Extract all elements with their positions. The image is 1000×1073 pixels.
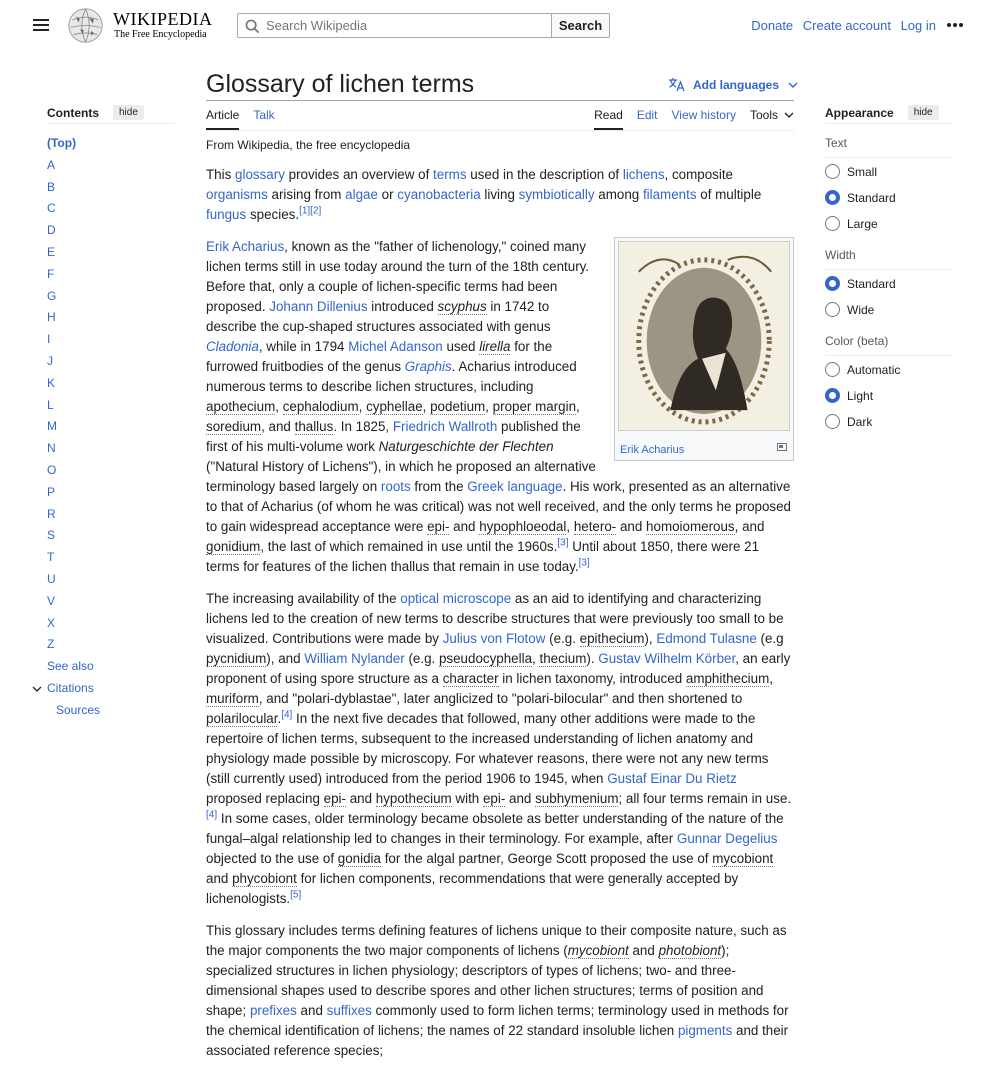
add-languages-button[interactable] [668,77,798,92]
term-homoiomerous[interactable]: homoiomerous [646,519,735,534]
toc-link-i[interactable]: I [47,332,51,347]
toc-link-j[interactable]: J [47,353,53,368]
toc-link-m[interactable]: M [47,419,57,434]
toc-link-x[interactable]: X [47,615,56,630]
term-epi[interactable]: epi- [427,519,450,534]
width-wide-option[interactable] [825,297,953,322]
text: for lichen components, recommendations that were generally accepted by lichenologists. [206,871,739,906]
enlarge-icon[interactable] [777,443,787,451]
link-fungus[interactable]: fungus [206,207,247,222]
chevron-down-icon [784,112,794,118]
text: as an aid to identifying and characterizing lichens led to the creation of new terms to describe structures that were previously too small to be visualized. Contributions were made by [206,591,784,646]
site-header [0,0,1000,50]
text: In some cases, older terminology became obsolete as better understanding of the nature of the fungal–algal relationship led to changes in their terminology. For example, after [206,811,784,846]
text: for the furrowed fruitbodies of the genus [206,339,553,374]
text: , composite [664,167,734,182]
chevron-down-icon[interactable] [32,686,42,692]
link-cladonia[interactable] [206,339,259,354]
toc-item-sources [47,700,175,722]
toc-item [47,438,175,460]
option-label: Dark [847,414,873,429]
radio-button[interactable] [825,164,840,179]
toc-item [47,242,175,264]
text: , and "polari-dyblastae", later anglicized to "polari-bilocular" and then shortened to [258,691,743,706]
term-apothecium[interactable]: apothecium [206,399,276,414]
text: , [532,651,540,666]
link-edmond-tulasne[interactable]: Edmond Tulasne [656,631,757,646]
text: used [442,339,480,354]
language-icon [668,77,685,92]
toc-link-g[interactable]: G [47,288,57,303]
toc-item [47,525,175,547]
term-hypophloeodal[interactable]: hypophloeodal [479,519,567,534]
text: or [377,187,398,202]
reference [579,558,590,569]
link-text: Graphis [404,359,452,374]
radio-button[interactable] [825,216,840,231]
text: and [449,519,480,534]
work-title: Naturgeschichte der Flechten [378,439,554,454]
term-cephalodium[interactable]: cephalodium [282,399,359,414]
thumbnail-figure [614,237,794,461]
link-gunnar-degelius[interactable]: Gunnar Degelius [676,831,778,846]
text: , [576,399,580,414]
color-label: Color (beta) [825,334,953,356]
text: . Acharius introduced numerous terms to describe lichen structures, including [206,359,577,394]
search-input[interactable] [266,16,546,35]
width-standard-option[interactable] [825,271,953,296]
term-soredium[interactable]: soredium [206,419,262,434]
toc-item [47,373,175,395]
main-menu-icon[interactable] [33,17,51,33]
text: , the last of which remained in use until the 1960s. [260,539,558,554]
text: The increasing availability of the [206,591,401,606]
toc-list [47,133,175,722]
link-algae[interactable]: algae [345,187,378,202]
toc-item [47,155,175,177]
site-subtitle: From Wikipedia, the free encyclopedia [206,138,411,152]
text: and [296,1003,327,1018]
radio-button-selected[interactable] [825,190,840,205]
citation-link[interactable]: [4] [281,709,293,721]
toc-link-h[interactable]: H [47,310,56,325]
toc-link-r[interactable]: R [47,506,56,521]
text: living [480,187,519,202]
namespace-tabs [206,108,289,130]
text: . In 1825, [333,419,393,434]
view-tabs [580,108,794,130]
option-label: Wide [847,302,875,317]
text: , and [261,419,295,434]
text: arising from [267,187,346,202]
term-pycnidium[interactable]: pycnidium [206,651,267,666]
term-mycobiont[interactable]: mycobiont [712,851,774,866]
link-glossary[interactable]: glossary [235,167,285,182]
color-automatic-option[interactable] [825,357,953,382]
link-optical-microscope[interactable]: optical microscope [400,591,512,606]
tools-label: Tools [749,108,778,122]
title-divider [206,100,794,101]
link-suffixes[interactable]: suffixes [326,1003,372,1018]
text-size-small-option[interactable] [825,159,953,184]
citation-link[interactable]: [1][2] [299,205,322,217]
toc-item [47,460,175,482]
citation-link[interactable]: [4] [206,809,218,821]
link-symbiotically[interactable]: symbiotically [518,187,595,202]
reference [206,810,217,821]
text: ). [586,651,599,666]
citation-link[interactable]: [3] [557,537,569,549]
text: and [505,791,536,806]
term-character[interactable]: character [442,671,499,686]
user-links [745,18,936,33]
term-proper-margin[interactable]: proper margin [492,399,577,414]
term-scyphus[interactable]: scyphus [437,299,487,314]
text: published the first of his multi-volume work [206,419,581,454]
radio-button-selected[interactable] [825,276,840,291]
text: and their associated reference species; [206,1023,789,1058]
toc-link-v[interactable]: V [47,593,56,608]
microscope-paragraph [206,589,794,909]
width-label: Width [825,248,953,270]
text-size-standard-option[interactable] [825,185,953,210]
radio-button[interactable] [825,302,840,317]
term-pseudocyphella[interactable]: pseudocyphella [438,651,533,666]
text: in 1742 to describe the cup-shaped structures associated with genus [206,299,551,334]
toc-item-top [47,133,175,155]
create-account-link[interactable]: Create account [802,18,891,33]
log-in-link[interactable]: Log in [900,18,936,33]
term-lirella[interactable]: lirella [479,339,511,354]
appearance-panel [825,106,953,434]
option-label: Small [847,164,878,179]
text: among [594,187,643,202]
text: and [206,871,233,886]
toc-item [47,569,175,591]
link-graphis[interactable] [405,359,452,374]
option-label: Standard [847,276,896,291]
toc-title: Contents [47,105,99,120]
text: (e.g. [545,631,580,646]
term-muriform[interactable]: muriform [206,691,259,706]
page-title: Glossary of lichen terms [206,70,475,98]
erik-acharius-portrait-image[interactable] [618,241,790,431]
text: ; all four terms remain in use. [618,791,792,806]
option-label: Standard [847,190,896,205]
term-amphithecium[interactable]: amphithecium [685,671,770,686]
tab-tools[interactable] [750,108,794,130]
text: species. [246,207,300,222]
term-gonidia[interactable]: gonidia [337,851,381,866]
toc-link-see-also[interactable]: See also [47,659,94,674]
radio-button[interactable] [825,362,840,377]
scope-paragraph [206,921,794,1061]
color-light-option[interactable] [825,383,953,408]
text: , an early proponent of using spore structure as a [206,651,791,686]
toc-link-t[interactable]: T [47,550,55,565]
text: (e.g. [404,651,439,666]
text: and [628,943,659,958]
wikipedia-wordmark[interactable]: WIKIPEDIA [113,9,213,29]
link-gustav-wilhelm-korber[interactable]: Gustav Wilhelm Körber [598,651,736,666]
text: objected to the use of [206,851,338,866]
link-text: Cladonia [206,339,259,354]
toc-link-z[interactable]: Z [47,637,55,652]
search-icon [245,19,260,34]
toc-link-c[interactable]: C [47,201,56,216]
search-box [237,13,553,38]
toc-item [47,547,175,569]
term-mycobiont[interactable]: mycobiont [567,943,629,958]
text: , [769,671,773,686]
option-label: Automatic [847,362,901,377]
option-label: Light [847,388,874,403]
text: ); specialized structures in lichen physiology; descriptors of types of lichens; two- and three-dimensional shapes used to describe spores and other lichen structures; terms of position and shape; [206,943,764,1018]
text: introduced [367,299,438,314]
toc-link-l[interactable]: L [47,397,54,412]
link-roots[interactable]: roots [380,479,411,494]
text: , known as the "father of lichenology," coined many lichen terms still in use today around the turn of the 18th century. Before that, only a couple of lichen-specific terms had been proposed. [206,239,590,314]
text: This [206,167,236,182]
toc-item-citations [47,678,175,700]
article-content [206,165,794,1073]
text: and [616,519,647,534]
appearance-hide-button[interactable]: hide [908,105,939,120]
donate-link[interactable]: Donate [751,18,794,33]
toc-item [47,351,175,373]
reference [299,206,321,217]
text: ), [644,631,657,646]
chevron-down-icon [788,82,798,88]
text: used in the description of [466,167,623,182]
toc-link-citations[interactable]: Citations [47,680,94,695]
link-pigments[interactable]: pigments [677,1023,733,1038]
link-prefixes[interactable]: prefixes [249,1003,297,1018]
toc-link-p[interactable]: P [47,484,56,499]
term-hetero[interactable]: hetero- [573,519,617,534]
citation-link[interactable]: [5] [290,889,302,901]
toc-link-a[interactable]: A [47,157,56,172]
link-organisms[interactable]: organisms [206,187,268,202]
toc-item [47,395,175,417]
toc-link-n[interactable]: N [47,441,56,456]
toc-link-d[interactable]: D [47,223,56,238]
color-dark-option[interactable] [825,409,953,434]
text: . [277,711,282,726]
appearance-title: Appearance [825,105,894,120]
toc-link-f[interactable]: F [47,266,55,281]
term-phycobiont[interactable]: phycobiont [232,871,297,886]
link-julius-von-flotow[interactable]: Julius von Flotow [442,631,546,646]
term-thallus[interactable]: thallus [294,419,334,434]
option-label: Large [847,216,878,231]
text: (e.g [756,631,784,646]
text: proposed replacing [206,791,324,806]
text: Until about 1850, there were 21 terms for features of the lichen thallus that remain in use today. [206,539,760,574]
wikipedia-tagline: The Free Encyclopedia [114,29,207,40]
term-hypothecium[interactable]: hypothecium [375,791,452,806]
link-greek-language[interactable]: Greek language [467,479,563,494]
toc-link-u[interactable]: U [47,571,56,586]
toc-item [47,264,175,286]
toc-link-s[interactable]: S [47,528,56,543]
tabs-divider [206,130,794,131]
term-thecium[interactable]: thecium [539,651,587,666]
link-lichens[interactable]: lichens [622,167,665,182]
toc-item [47,656,175,678]
toc-item [47,329,175,351]
intro-paragraph [206,165,794,225]
toc-link-top[interactable]: (Top) [47,136,77,150]
text: In the next five decades that followed, many other additions were made to the repertoire of lichen terms, subsequent to the increased understanding of lichen anatomy and physiology made possible by microscopy. For whatever reasons, there were not any new terms (still currently used) introduced from the period 1906 to 1945, when [206,711,769,786]
toc-link-k[interactable]: K [47,375,56,390]
toc-link-sources[interactable]: Sources [56,702,101,717]
reference [281,710,292,721]
text: , [566,519,574,534]
link-friedrich-wallroth[interactable]: Friedrich Wallroth [392,419,498,434]
reference [290,890,301,901]
link-gustaf-einar-du-rietz[interactable]: Gustaf Einar Du Rietz [607,771,737,786]
text: in lichen taxonomy, introduced [498,671,686,686]
text: , [422,399,431,414]
link-erik-acharius[interactable]: Erik Acharius [206,239,285,254]
reference [557,538,568,549]
text: of multiple [696,187,762,202]
text: and [345,791,376,806]
toc-item [47,504,175,526]
toc-item [47,613,175,635]
search-button[interactable]: Search [551,13,610,38]
toc-hide-button[interactable]: hide [113,105,144,120]
link-terms[interactable]: terms [433,167,467,182]
term-epi[interactable]: epi- [482,791,506,806]
link-filaments[interactable]: filaments [642,187,697,202]
toc-item [47,482,175,504]
text-size-large-option[interactable] [825,211,953,236]
tab-edit[interactable]: Edit [636,108,658,122]
term-subhymenium[interactable]: subhymenium [535,791,619,806]
term-cyphellae[interactable]: cyphellae [366,399,423,414]
text-size-label: Text [825,136,953,158]
text: , [358,399,367,414]
toc-item [47,416,175,438]
toc-link-e[interactable]: E [47,244,56,259]
wikipedia-globe-logo-icon[interactable] [66,7,105,44]
radio-button-selected[interactable] [825,388,840,403]
add-languages-label: Add languages [693,77,780,92]
text: for the algal partner, George Scott proposed the use of [380,851,713,866]
table-of-contents [47,106,175,722]
figure-caption-link[interactable]: Erik Acharius [620,444,685,456]
toc-header [47,106,175,124]
term-polarilocular[interactable]: polarilocular [206,711,278,726]
tab-read[interactable]: Read [594,108,623,130]
tab-view-history[interactable]: View history [671,108,736,122]
text: provides an overview of [284,167,434,182]
text: ("Natural History of Lichens"), in which he proposed an alternative terminology based largely on [206,459,596,494]
text: commonly used to form lichen terms; terminology used in methods for the chemical identification of lichens; the names of 22 standard insoluble lichen [206,1003,789,1038]
link-michel-adanson[interactable]: Michel Adanson [348,339,443,354]
tab-article[interactable]: Article [206,108,239,130]
toc-link-o[interactable]: O [47,462,57,477]
toc-item [47,220,175,242]
tab-talk[interactable]: Talk [253,108,275,122]
link-cyanobacteria[interactable]: cyanobacteria [397,187,481,202]
link-william-nylander[interactable]: William Nylander [304,651,405,666]
text: , while in 1794 [258,339,349,354]
toc-item [47,307,175,329]
toc-link-b[interactable]: B [47,179,56,194]
term-epi[interactable]: epi- [323,791,346,806]
term-podetium[interactable]: podetium [430,399,486,414]
figure-caption [618,437,790,457]
more-options-icon[interactable] [946,23,964,28]
text: This glossary includes terms defining features of lichens unique to their composite nature, such as the major components the two major components of lichens ( [206,923,787,958]
radio-button[interactable] [825,414,840,429]
citation-link[interactable]: [3] [578,557,590,569]
term-gonidium[interactable]: gonidium [206,539,261,554]
term-epithecium[interactable]: epithecium [579,631,645,646]
toc-item [47,634,175,656]
text: ), and [266,651,305,666]
text: . His work, presented as an alternative to that of Acharius (of whom he was critical) was not well received, and the only terms he proposed to gain widespread acceptance were [206,479,792,534]
text: , [485,399,493,414]
toc-item [47,591,175,613]
toc-item [47,198,175,220]
appearance-header [825,106,953,124]
text: , and [734,519,765,534]
term-photobiont[interactable]: photobiont [658,943,722,958]
toc-item [47,286,175,308]
text: with [451,791,483,806]
text: from the [410,479,468,494]
link-johann-dillenius[interactable]: Johann Dillenius [269,299,368,314]
text: , [275,399,283,414]
toc-item [47,177,175,199]
